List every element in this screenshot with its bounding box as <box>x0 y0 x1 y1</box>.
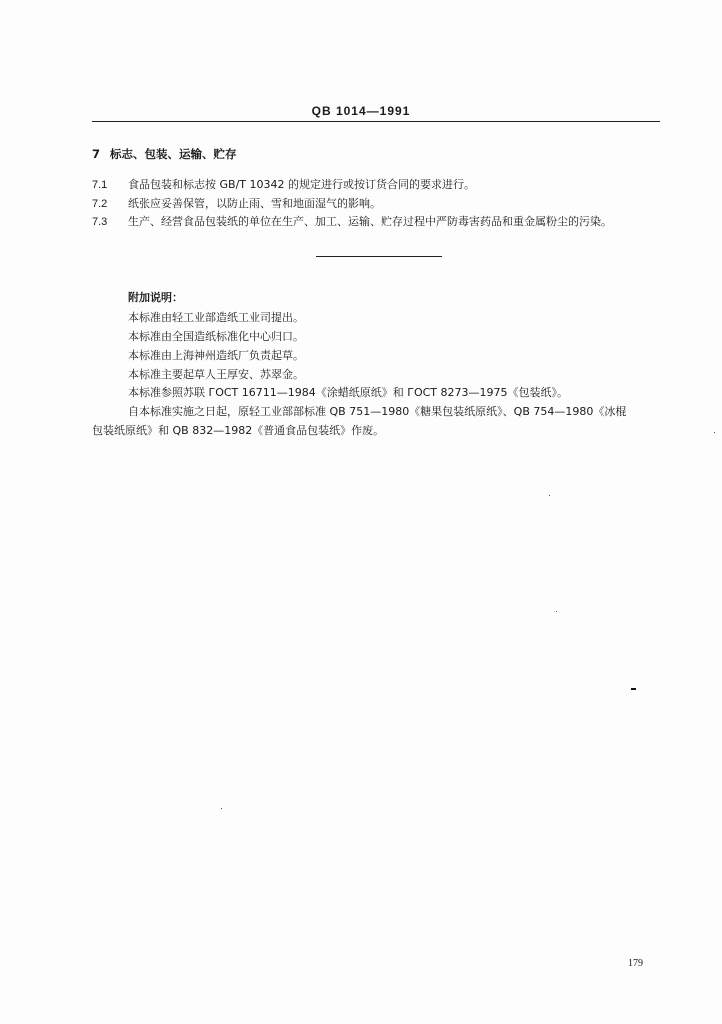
scan-speck <box>549 495 550 496</box>
additional-notes-title: 附加说明： <box>128 291 183 304</box>
clause-text: 食品包装和标志按 GB/T 10342 的规定进行或按订货合同的要求进行。 <box>128 178 475 191</box>
note-line: 本标准主要起草人王厚安、苏翠金。 <box>128 368 304 381</box>
clause-7-3 <box>92 213 612 229</box>
scan-speck <box>714 432 715 433</box>
section-number: 7 <box>92 147 101 161</box>
standard-number-header: QB 1014—1991 <box>311 104 411 118</box>
scan-speck <box>631 688 636 690</box>
scan-speck <box>221 808 222 809</box>
note-line: 本标准由上海神州造纸厂负责起草。 <box>128 349 304 362</box>
clause-text: 生产、经营食品包装纸的单位在生产、加工、运输、贮存过程中严防毒害药品和重金属粉尘的污染。 <box>128 215 612 228</box>
section-title: 标志、包装、运输、贮存 <box>110 147 237 161</box>
clause-7-1 <box>92 176 475 192</box>
clause-text: 纸张应妥善保管，以防止雨、雪和地面湿气的影响。 <box>128 197 381 210</box>
note-line: 本标准参照苏联 ГОСТ 16711—1984《涂蜡纸原纸》和 ГОСТ 8273—1975《包装纸》。 <box>128 386 568 399</box>
clause-number: 7.1 <box>92 179 108 191</box>
end-of-text-rule <box>316 256 442 257</box>
section-heading <box>92 146 237 162</box>
clause-number: 7.3 <box>92 216 108 228</box>
header-rule <box>92 121 660 122</box>
note-line-continued: 包装纸原纸》和 QB 832—1982《普通食品包装纸》作废。 <box>92 424 385 437</box>
scan-speck <box>556 611 557 612</box>
note-line: 本标准由轻工业部造纸工业司提出。 <box>128 311 304 324</box>
note-line: 本标准由全国造纸标准化中心归口。 <box>128 330 304 343</box>
clause-number: 7.2 <box>92 198 108 210</box>
note-line: 自本标准实施之日起，原轻工业部部标准 QB 751—1980《糖果包装纸原纸》、QB 754—1980《冰棍 <box>128 405 627 418</box>
clause-7-2 <box>92 195 381 211</box>
page-number: 179 <box>628 958 643 969</box>
